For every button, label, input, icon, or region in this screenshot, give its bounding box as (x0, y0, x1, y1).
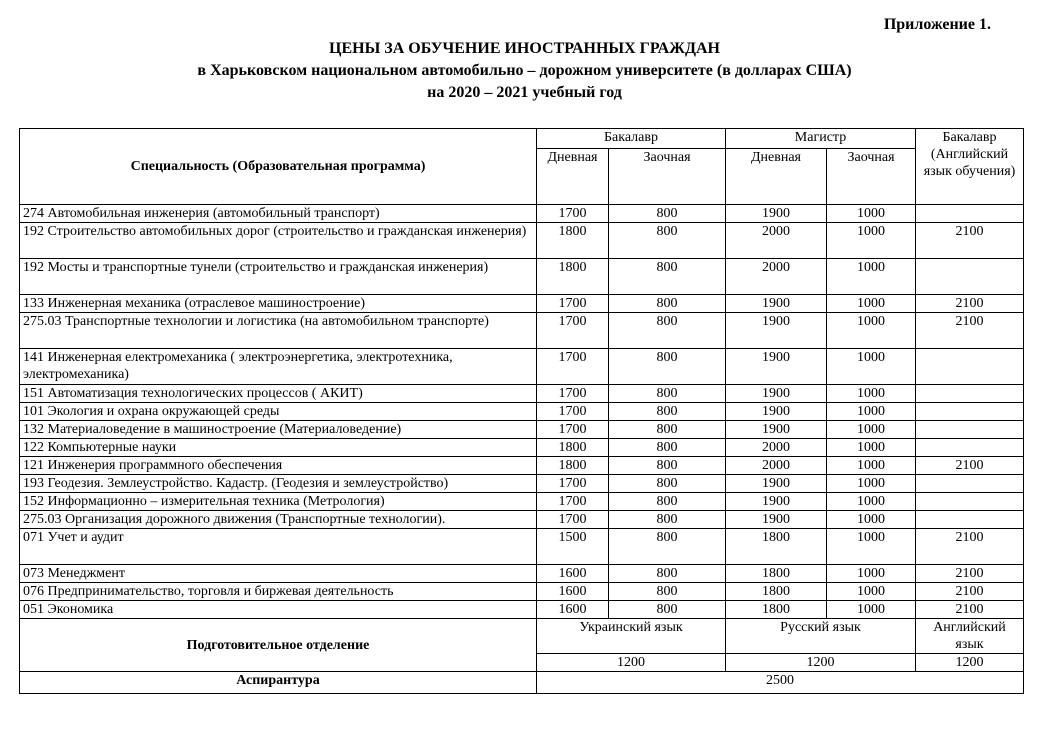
bachelor-part-time-price: 800 (609, 439, 726, 457)
bachelor-english-price (916, 511, 1024, 529)
prep-english-label: Английский язык (916, 619, 1024, 654)
bachelor-english-price (916, 385, 1024, 403)
table-row (20, 511, 1024, 529)
table-row (20, 475, 1024, 493)
bachelor-full-time-price: 1800 (537, 439, 609, 457)
prep-ukrainian-label: Украинский язык (537, 619, 726, 654)
document-title (0, 38, 1049, 104)
bachelor-full-time-price: 1800 (537, 223, 609, 259)
master-full-time-price: 1900 (726, 349, 827, 385)
specialty-name: 193 Геодезия. Землеустройство. Кадастр. (Геодезия и землеустройство) (20, 475, 537, 493)
bachelor-part-time-price: 800 (609, 349, 726, 385)
master-part-time-price: 1000 (827, 259, 916, 295)
bachelor-full-time-price: 1500 (537, 529, 609, 565)
title-line: на 2020 – 2021 учебный год (427, 84, 622, 101)
table-row (20, 313, 1024, 349)
master-part-time-price: 1000 (827, 439, 916, 457)
specialty-name: 192 Строительство автомобильных дорог (строительство и гражданская инженерия) (20, 223, 537, 259)
master-full-time-price: 1900 (726, 493, 827, 511)
bachelor-english-price: 2100 (916, 601, 1024, 619)
table-row (20, 583, 1024, 601)
bachelor-part-time-price: 800 (609, 457, 726, 475)
master-full-time-price: 1900 (726, 421, 827, 439)
master-full-time-price: 1800 (726, 529, 827, 565)
master-part-time-price: 1000 (827, 421, 916, 439)
bachelor-english-price (916, 439, 1024, 457)
master-part-time-price: 1000 (827, 205, 916, 223)
bachelor-english-price: 2100 (916, 313, 1024, 349)
bachelor-english-price (916, 493, 1024, 511)
table-row (20, 493, 1024, 511)
master-part-time-price: 1000 (827, 349, 916, 385)
bachelor-full-time-price: 1700 (537, 313, 609, 349)
title-line: в Харьковском национальном автомобильно – дорожном университете (в долларах США) (197, 62, 852, 79)
specialty-name: 071 Учет и аудит (20, 529, 537, 565)
bachelor-full-time-price: 1700 (537, 295, 609, 313)
master-full-time-price: 1900 (726, 511, 827, 529)
specialty-name: 274 Автомобильная инженерия (автомобильный транспорт) (20, 205, 537, 223)
bachelor-english-price: 2100 (916, 565, 1024, 583)
bachelor-full-time-price: 1600 (537, 565, 609, 583)
specialty-name: 151 Автоматизация технологических процессов ( АКИТ) (20, 385, 537, 403)
bachelor-part-time-price: 800 (609, 529, 726, 565)
bachelor-english-price: 2100 (916, 583, 1024, 601)
master-part-time-price: 1000 (827, 583, 916, 601)
prep-department-label: Подготовительное отделение (20, 619, 537, 672)
master-part-time-price: 1000 (827, 313, 916, 349)
bachelor-part-time-price: 800 (609, 511, 726, 529)
bachelor-english-price: 2100 (916, 529, 1024, 565)
master-full-time-price: 1900 (726, 385, 827, 403)
master-part-time-price: 1000 (827, 403, 916, 421)
prep-russian-label: Русский язык (726, 619, 916, 654)
master-full-time-price: 1800 (726, 583, 827, 601)
master-part-time-price: 1000 (827, 565, 916, 583)
bachelor-part-time-price: 800 (609, 601, 726, 619)
bachelor-full-time-price: 1700 (537, 493, 609, 511)
bachelor-part-time-price: 800 (609, 205, 726, 223)
master-full-time-price: 2000 (726, 457, 827, 475)
bachelor-english-price (916, 475, 1024, 493)
bachelor-full-time-price: 1700 (537, 403, 609, 421)
specialty-name: 275.03 Организация дорожного движения (Транспортные технологии). (20, 511, 537, 529)
master-full-time-price: 1900 (726, 313, 827, 349)
master-part-time-price: 1000 (827, 529, 916, 565)
bachelor-english-price: 2100 (916, 457, 1024, 475)
specialty-name: 275.03 Транспортные технологии и логистика (на автомобильном транспорте) (20, 313, 537, 349)
specialty-name: 051 Экономика (20, 601, 537, 619)
master-full-time-price: 1800 (726, 601, 827, 619)
bachelor-part-time-price: 800 (609, 493, 726, 511)
bachelor-english-price: 2100 (916, 295, 1024, 313)
appendix-label: Приложение 1. (883, 16, 991, 33)
table-row (20, 403, 1024, 421)
master-part-time-price: 1000 (827, 223, 916, 259)
master-part-time-price: 1000 (827, 385, 916, 403)
master-part-time-price: 1000 (827, 511, 916, 529)
bachelor-english-price (916, 421, 1024, 439)
bachelor-full-time-price: 1700 (537, 421, 609, 439)
bachelor-full-time-price: 1800 (537, 457, 609, 475)
specialty-header: Специальность (Образовательная программа) (20, 129, 537, 205)
bachelor-part-time-price: 800 (609, 583, 726, 601)
bachelor-part-time-price: 800 (609, 223, 726, 259)
bachelor-full-time-price: 1700 (537, 385, 609, 403)
prep-ukrainian-price: 1200 (537, 654, 726, 672)
table-row (20, 601, 1024, 619)
bachelor-part-time-price: 800 (609, 295, 726, 313)
specialty-name: 101 Экология и охрана окружающей среды (20, 403, 537, 421)
table-row (20, 295, 1024, 313)
bachelor-english-header: Бакалавр (Английский язык обучения) (916, 129, 1024, 205)
bachelor-part-time-price: 800 (609, 403, 726, 421)
specialty-name: 121 Инженерия программного обеспечения (20, 457, 537, 475)
bachelor-part-time-price: 800 (609, 475, 726, 493)
table-row (20, 529, 1024, 565)
prep-russian-price: 1200 (726, 654, 916, 672)
master-part-time-price: 1000 (827, 457, 916, 475)
bachelor-english-price: 2100 (916, 223, 1024, 259)
aspirantura-price: 2500 (537, 672, 1024, 694)
table-row (20, 259, 1024, 295)
bachelor-english-price (916, 403, 1024, 421)
bachelor-full-time-price: 1700 (537, 205, 609, 223)
table-row (20, 205, 1024, 223)
master-header: Магистр (726, 129, 916, 149)
bachelor-full-time-price: 1700 (537, 349, 609, 385)
master-part-time-price: 1000 (827, 475, 916, 493)
specialty-name: 073 Менеджмент (20, 565, 537, 583)
table-row (20, 457, 1024, 475)
table-row (20, 349, 1024, 385)
table-row (20, 439, 1024, 457)
bachelor-part-time-header: Заочная (609, 149, 726, 205)
bachelor-full-time-price: 1600 (537, 601, 609, 619)
master-part-time-price: 1000 (827, 295, 916, 313)
master-full-time-price: 2000 (726, 439, 827, 457)
master-full-time-header: Дневная (726, 149, 827, 205)
specialty-name: 132 Материаловедение в машиностроение (Материаловедение) (20, 421, 537, 439)
bachelor-part-time-price: 800 (609, 565, 726, 583)
master-part-time-price: 1000 (827, 493, 916, 511)
specialty-name: 076 Предпринимательство, торговля и биржевая деятельность (20, 583, 537, 601)
bachelor-part-time-price: 800 (609, 313, 726, 349)
table-row (20, 385, 1024, 403)
bachelor-full-time-price: 1600 (537, 583, 609, 601)
master-full-time-price: 1800 (726, 565, 827, 583)
table-row (20, 421, 1024, 439)
master-full-time-price: 2000 (726, 223, 827, 259)
master-part-time-header: Заочная (827, 149, 916, 205)
title-line: ЦЕНЫ ЗА ОБУЧЕНИЕ ИНОСТРАННЫХ ГРАЖДАН (329, 40, 720, 57)
specialty-name: 133 Инженерная механика (отраслевое машиностроение) (20, 295, 537, 313)
specialty-name: 192 Мосты и транспортные тунели (строительство и гражданская инженерия) (20, 259, 537, 295)
bachelor-full-time-price: 1700 (537, 511, 609, 529)
bachelor-header: Бакалавр (537, 129, 726, 149)
bachelor-part-time-price: 800 (609, 421, 726, 439)
bachelor-english-price (916, 259, 1024, 295)
table-row (20, 223, 1024, 259)
bachelor-part-time-price: 800 (609, 259, 726, 295)
bachelor-full-time-price: 1800 (537, 259, 609, 295)
specialty-name: 152 Информационно – измерительная техника (Метрология) (20, 493, 537, 511)
table-row (20, 565, 1024, 583)
master-full-time-price: 2000 (726, 259, 827, 295)
bachelor-english-price (916, 349, 1024, 385)
master-part-time-price: 1000 (827, 601, 916, 619)
prep-english-price: 1200 (916, 654, 1024, 672)
specialty-name: 122 Компьютерные науки (20, 439, 537, 457)
bachelor-full-time-price: 1700 (537, 475, 609, 493)
bachelor-full-time-header: Дневная (537, 149, 609, 205)
master-full-time-price: 1900 (726, 295, 827, 313)
bachelor-english-price (916, 205, 1024, 223)
master-full-time-price: 1900 (726, 475, 827, 493)
aspirantura-label: Аспирантура (20, 672, 537, 694)
master-full-time-price: 1900 (726, 403, 827, 421)
specialty-name: 141 Инженерная електромеханика ( электроэнергетика, электротехника, электромеханика) (20, 349, 537, 385)
price-rows (20, 205, 1024, 619)
master-full-time-price: 1900 (726, 205, 827, 223)
bachelor-part-time-price: 800 (609, 385, 726, 403)
price-table (19, 128, 1024, 694)
